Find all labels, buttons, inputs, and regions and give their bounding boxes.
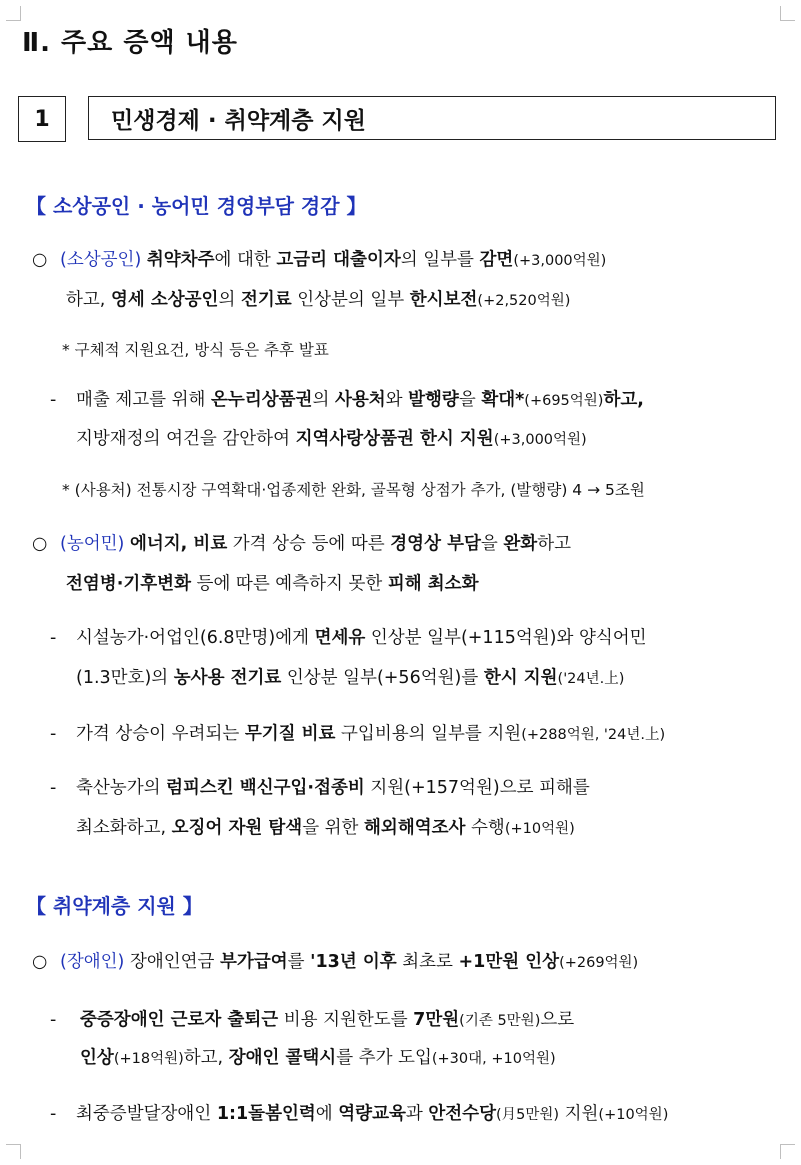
section-title: Ⅱ. 주요 증액 내용 (22, 28, 238, 58)
text-run: 확대* (481, 390, 525, 410)
text-run: '13년 이후 (310, 952, 397, 972)
text-run: 축산농가의 (76, 778, 167, 798)
dash-marker: - (50, 390, 57, 410)
text-run: 한시 지원 (483, 668, 558, 688)
paragraph-line (80, 1050, 556, 1068)
dash-marker: - (50, 778, 57, 798)
text-run: (1.3만호)의 (76, 668, 174, 688)
text-run: 비용 지원한도를 (278, 1010, 414, 1030)
text-run: ('24년.上) (557, 671, 625, 687)
paragraph-line (76, 670, 624, 688)
text-run: 인상분 일부(+56억원)를 (281, 668, 484, 688)
text-run: 해외해역조사 (364, 818, 466, 838)
page-corner-mark (6, 1144, 21, 1159)
text-run: 와 (385, 390, 409, 410)
text-run: 지원(+157억원)으로 피해를 (364, 778, 590, 798)
text-run: 온누리상품권 (211, 390, 313, 410)
text-run: 부가급여 (220, 952, 288, 972)
text-run: 등에 따른 예측하지 못한 (190, 574, 388, 594)
text-run: 취약차주 (146, 250, 215, 270)
paragraph-line (66, 576, 478, 594)
text-run: 럼피스킨 백신구입·접종비 (166, 778, 365, 798)
page-corner-mark (780, 1144, 795, 1159)
text-run: 하고 (537, 534, 571, 554)
text-run: 최중증발달장애인 (76, 1104, 217, 1124)
text-run: 경영상 부담 (390, 534, 481, 554)
page-corner-mark (780, 6, 795, 21)
text-run: 장애인연금 (124, 952, 221, 972)
bullet-marker: ○ (32, 534, 48, 554)
paragraph-line (60, 252, 606, 270)
text-run: 를 (287, 952, 311, 972)
paragraph-line (60, 954, 638, 972)
text-run: 피해 최소화 (387, 574, 479, 594)
text-run: 지방재정의 여건을 감안하여 (76, 429, 296, 449)
text-run: 가격 상승 등에 따른 (227, 534, 391, 554)
bullet-marker: ○ (32, 952, 48, 972)
text-run: ) (134, 250, 142, 270)
subsection-heading: 【 취약계층 지원 】 (26, 894, 203, 918)
text-run: 하고, (66, 290, 111, 310)
text-run: 가격 상승이 우려되는 (76, 724, 245, 744)
text-run: 인상분의 일부 (291, 290, 410, 310)
text-run: 고금리 대출이자 (276, 250, 401, 270)
text-run: (기존 5만원) (459, 1013, 541, 1029)
text-run: (+10억원) (504, 821, 575, 837)
paragraph-line (76, 1106, 668, 1124)
text-run: 의 (312, 390, 335, 410)
dash-marker: - (50, 1010, 57, 1030)
text-run: 소상공인 (66, 250, 135, 270)
text-run: (+30대, +10억원) (431, 1051, 556, 1067)
text-run: 으로 (540, 1010, 575, 1030)
text-run: 중증장애인 근로자 출퇴근 (80, 1010, 279, 1030)
paragraph-line (76, 431, 587, 449)
text-run: (+2,520억원) (477, 293, 571, 309)
text-run: 최초로 (396, 952, 459, 972)
text-run: 7만원 (413, 1010, 460, 1030)
footnote: * (사용처) 전통시장 구역확대·업종제한 완화, 골목형 상점가 추가, (발행량) 4 → 5조원 (62, 481, 645, 499)
text-run: (+10억원) (598, 1107, 669, 1123)
paragraph-line (76, 820, 575, 838)
text-run: 매출 제고를 위해 (76, 390, 212, 410)
text-run: (장애인) (60, 952, 125, 972)
paragraph-line (76, 630, 647, 648)
text-run: (月5만원) (495, 1107, 560, 1123)
text-run: (+269억원) (559, 955, 639, 971)
text-run: 인상 (80, 1048, 114, 1068)
text-run: 안전수당 (428, 1104, 496, 1124)
text-run: 장애인 콜택시 (228, 1048, 337, 1068)
text-run: 농사용 전기료 (173, 668, 282, 688)
text-run: 를 추가 도입 (336, 1048, 432, 1068)
text-run: 지역사랑상품권 한시 지원 (295, 429, 494, 449)
text-run: 사용처 (334, 390, 386, 410)
text-run: 감면 (479, 250, 514, 270)
text-run: 에너지, 비료 (129, 534, 228, 554)
text-run: 면세유 (314, 628, 366, 648)
dash-marker: - (50, 724, 57, 744)
paragraph-line (80, 1012, 574, 1030)
subsection-heading: 【 소상공인 · 농어민 경영부담 경감 】 (26, 194, 367, 218)
footnote: * 구체적 지원요건, 방식 등은 추후 발표 (62, 341, 329, 359)
text-run: 을 (480, 534, 504, 554)
paragraph-line (76, 780, 590, 798)
text-run: 을 위한 (302, 818, 365, 838)
text-run: 역량교육 (338, 1104, 406, 1124)
text-run: (+3,000억원) (493, 432, 587, 448)
text-run: 을 (458, 390, 482, 410)
text-run: 과 (405, 1104, 429, 1124)
text-run: 전기료 (240, 290, 292, 310)
paragraph-line (76, 726, 665, 744)
text-run: (+3,000억원) (513, 253, 607, 269)
text-run: 구입비용의 일부를 지원 (335, 724, 522, 744)
text-run: (농어민) (60, 534, 125, 554)
text-run: 수행 (465, 818, 505, 838)
page-corner-mark (6, 6, 21, 21)
text-run: ( (60, 250, 67, 270)
text-run: 시설농가·어업인(6.8만명)에게 (76, 628, 315, 648)
text-run: 오징어 자원 탐색 (171, 818, 303, 838)
dash-marker: - (50, 1104, 57, 1124)
text-run: 무기질 비료 (244, 724, 336, 744)
bullet-marker: ○ (32, 250, 48, 270)
text-run: 지원 (559, 1104, 599, 1124)
text-run: 영세 소상공인 (110, 290, 219, 310)
text-run: 전염병·기후변화 (66, 574, 191, 594)
text-run: (+288억원, '24년.上) (521, 727, 666, 743)
paragraph-line (66, 292, 570, 310)
text-run: 에 대한 (214, 250, 277, 270)
text-run: 완화 (503, 534, 538, 554)
paragraph-line (60, 536, 571, 554)
text-run: 의 일부를 (400, 250, 480, 270)
text-run: 하고, (603, 390, 644, 410)
text-run: 발행량 (408, 390, 459, 410)
text-run: 하고, (183, 1048, 229, 1068)
text-run: 의 (218, 290, 241, 310)
dash-marker: - (50, 628, 57, 648)
text-run: 1:1돌봄인력 (216, 1104, 316, 1124)
item-number: 1 (18, 96, 66, 142)
text-run: +1만원 인상 (458, 952, 560, 972)
text-run: 에 (315, 1104, 339, 1124)
text-run: 최소화하고, (76, 818, 172, 838)
text-run: 한시보전 (409, 290, 478, 310)
text-run: 인상분 일부(+115억원)와 양식어민 (365, 628, 647, 648)
paragraph-line (76, 392, 644, 410)
text-run: (+695억원) (524, 393, 604, 409)
item-title: 민생경제 · 취약계층 지원 (88, 96, 776, 140)
text-run: (+18억원) (113, 1051, 184, 1067)
